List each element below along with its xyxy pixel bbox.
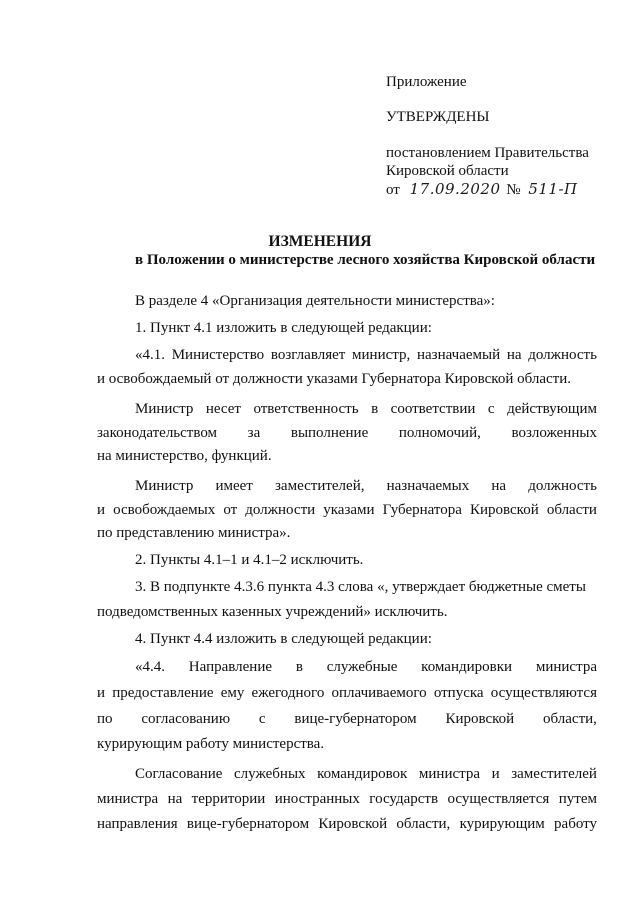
p9-line-2: [97, 684, 597, 702]
p5-line-3: по представлению министра».: [97, 525, 291, 541]
word: осуществляется: [447, 791, 550, 807]
p4-line-3: на министерство, функций.: [97, 448, 272, 464]
word: ему: [220, 685, 245, 701]
word: на: [491, 478, 507, 494]
decree-line-1: постановлением Правительства: [386, 145, 589, 161]
word: направления: [97, 816, 178, 832]
paragraph-item-1: 1. Пункт 4.1 изложить в следующей редакции:: [135, 320, 432, 336]
word: Министр: [135, 401, 194, 417]
p10-line-1: [135, 765, 597, 783]
word: и: [97, 502, 106, 518]
word: Направление: [188, 659, 273, 675]
word: области,: [543, 711, 597, 727]
p9-line-4: курирующим работу министерства.: [97, 736, 325, 752]
word: Согласование: [135, 766, 223, 782]
word: от: [223, 502, 238, 518]
word: указами: [323, 502, 375, 518]
word: и: [97, 685, 106, 701]
paragraph-item-4: 4. Пункт 4.4 изложить в следующей редакции:: [135, 631, 432, 647]
p4-line-2: [97, 424, 597, 442]
word: должности: [245, 502, 316, 518]
word: согласованию: [141, 711, 231, 727]
p5-line-2: [97, 501, 597, 519]
word: должность: [528, 478, 597, 494]
word: работу: [554, 816, 597, 832]
word: Кировской: [470, 502, 539, 518]
word: министра: [535, 659, 597, 675]
word: законодательством: [97, 425, 218, 441]
number-sign: №: [506, 182, 521, 198]
word: Кировской: [445, 711, 515, 727]
p7-line-1: 3. В подпункте 4.3.6 пункта 4.3 слова «, утверждает бюджетные сметы: [135, 579, 586, 595]
word: отпуска: [433, 685, 484, 701]
appendix-label: Приложение: [386, 74, 467, 90]
handwritten-number: 511-П: [528, 180, 578, 198]
word: Министр: [135, 478, 194, 494]
word: выполнение: [290, 425, 369, 441]
word: вице-губернатором: [294, 711, 417, 727]
p10-line-2: [97, 790, 597, 808]
date-prefix: от: [386, 182, 400, 198]
document-subheading: в Положении о министерстве лесного хозяйства Кировской области: [135, 252, 596, 268]
p4-line-1: [135, 400, 597, 418]
word: командировок: [317, 766, 408, 782]
word: министра: [418, 766, 481, 782]
paragraph-section-4: В разделе 4 «Организация деятельности министерства»:: [135, 293, 495, 309]
word: возглавляет: [270, 347, 346, 363]
word: заместителей: [511, 766, 597, 782]
word: ответственность: [253, 401, 359, 417]
word: назначаемый: [416, 347, 501, 363]
word: предоставление: [112, 685, 214, 701]
document-heading: ИЗМЕНЕНИЯ: [268, 233, 372, 250]
word: в: [295, 659, 303, 675]
p9-line-1: [135, 658, 597, 676]
word: на: [506, 347, 522, 363]
word: Министерство: [171, 347, 265, 363]
word: Кировской: [318, 816, 388, 832]
p7-line-2: подведомственных казенных учреждений» исключить.: [97, 604, 448, 620]
word: служебных: [234, 766, 306, 782]
word: соответствии: [390, 401, 476, 417]
word: вице-губернатором: [186, 816, 310, 832]
handwritten-date: 17.09.2020: [409, 180, 501, 198]
word: назначаемых: [386, 478, 470, 494]
p9-line-3: [97, 710, 597, 728]
word: служебные: [326, 659, 398, 675]
approved-label: УТВЕРЖДЕНЫ: [386, 109, 490, 125]
word: Губернатора: [382, 502, 462, 518]
word: по: [97, 711, 113, 727]
paragraph-item-2: 2. Пункты 4.1–1 и 4.1–2 исключить.: [135, 552, 364, 568]
word: путем: [558, 791, 597, 807]
word: действующим: [507, 401, 597, 417]
p10-line-3: [97, 815, 597, 833]
p3-line-1: [135, 346, 597, 364]
word: несет: [205, 401, 241, 417]
word: с: [487, 401, 495, 417]
word: министр,: [352, 347, 411, 363]
word: с: [258, 711, 266, 727]
word: территории: [191, 791, 266, 807]
word: курирующим: [459, 816, 545, 832]
word: области: [546, 502, 597, 518]
word: заместителей,: [275, 478, 365, 494]
p5-line-1: [135, 477, 597, 495]
decree-line-2: Кировской области: [386, 163, 509, 179]
word: области,: [396, 816, 451, 832]
word: должность: [528, 347, 597, 363]
word: оплачиваемого: [331, 685, 427, 701]
word: ежегодного: [251, 685, 325, 701]
word: «4.4.: [135, 659, 165, 675]
word: на: [167, 791, 183, 807]
word: министра: [97, 791, 159, 807]
word: полномочий,: [398, 425, 481, 441]
p3-line-2: и освобождаемый от должности указами Губернатора Кировской области.: [97, 371, 571, 387]
word: и: [491, 766, 500, 782]
word: государств: [369, 791, 439, 807]
word: осуществляются: [490, 685, 597, 701]
word: «4.1.: [135, 347, 165, 363]
word: командировки: [421, 659, 513, 675]
word: за: [247, 425, 261, 441]
word: иностранных: [274, 791, 360, 807]
decree-date-line: [386, 180, 578, 199]
word: освобождаемых: [113, 502, 216, 518]
word: имеет: [215, 478, 253, 494]
word: возложенных: [511, 425, 597, 441]
word: в: [371, 401, 379, 417]
